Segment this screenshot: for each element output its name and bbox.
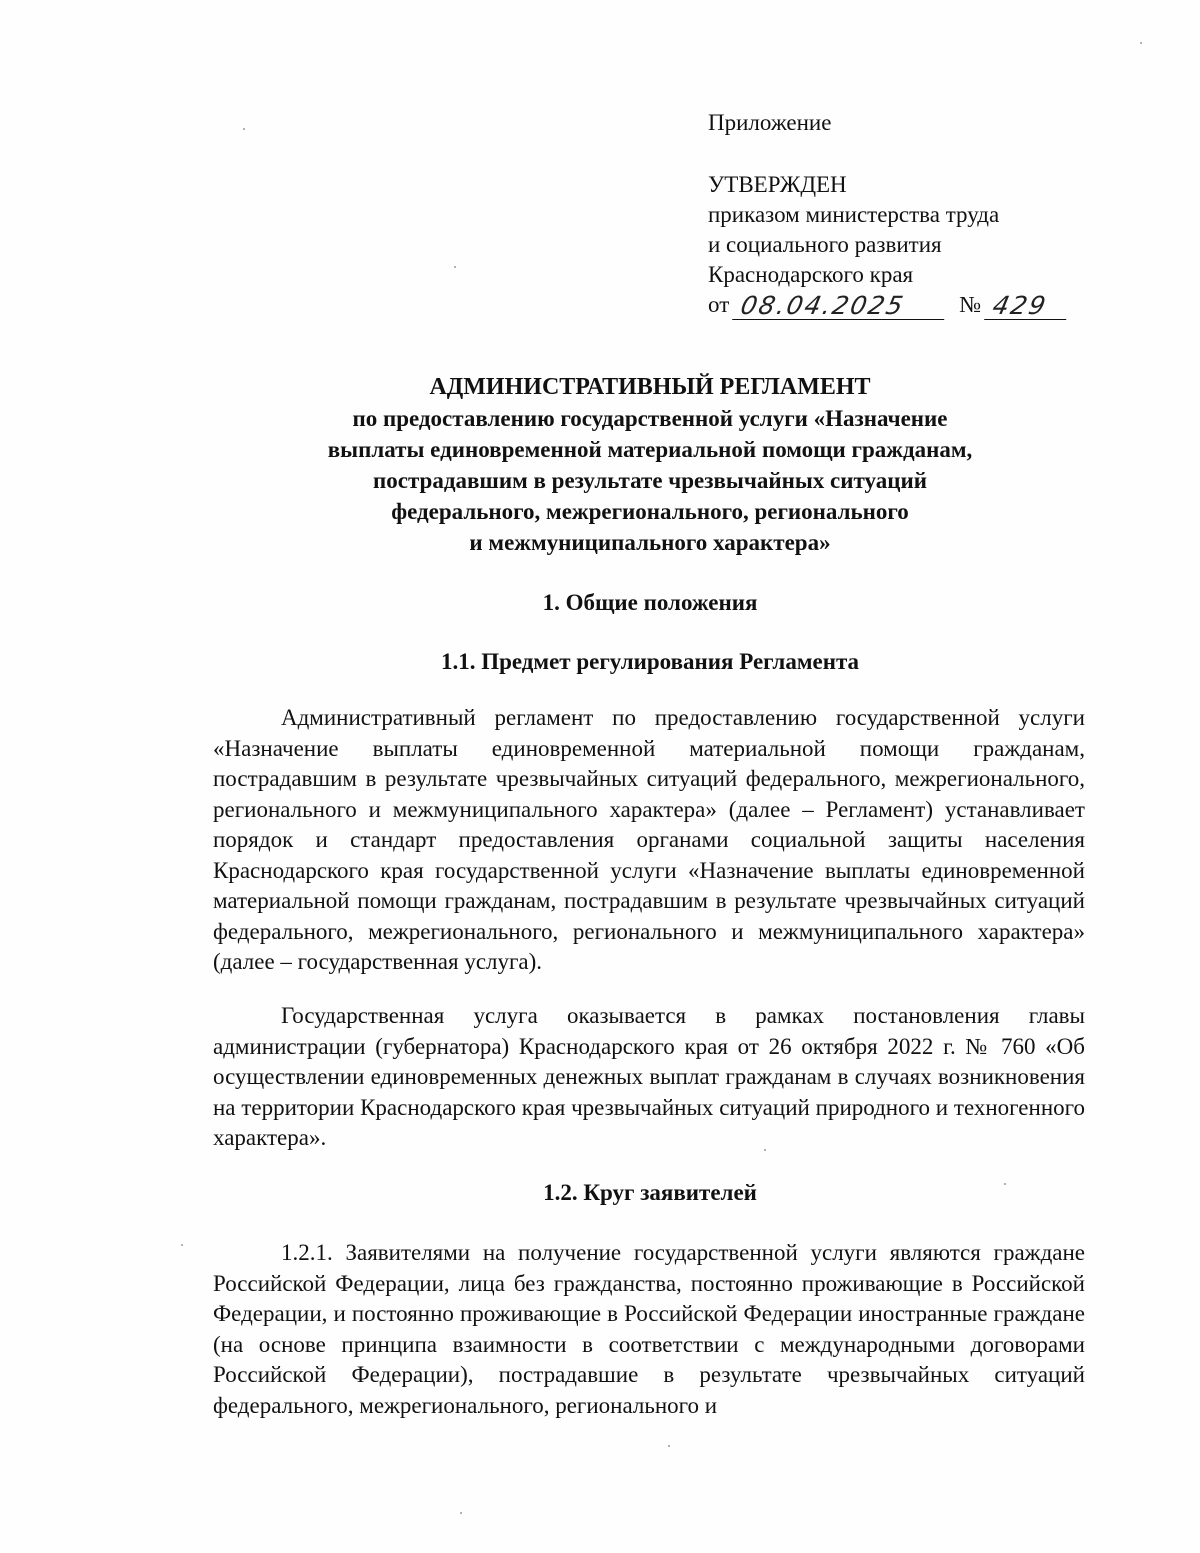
handwritten-number: 429 (984, 293, 1072, 320)
title-line-1: по предоставлению государственной услуги «Назначение (352, 406, 948, 431)
title-line-3: пострадавшим в результате чрезвычайных ситуаций (373, 468, 927, 493)
paragraph-1: Административный регламент по предоставлению государственной услуги «Назначение выплаты единовременной материальной помощи гражданам, пострадавшим в результате чрезвычайных ситуаций федерального, межрегионального, регионального и межмуниципального характера» (далее – Регламент) устанавливает порядок и стандарт предоставления органами социальной защиты населения Краснодарского края государственной услуги «Назначение выплаты единовременной материальной помощи гражданам, пострадавшим в результате чрезвычайных ситуаций федерального, межрегионального, регионального и межмуниципального характера» (далее – государственная услуга). (213, 705, 1085, 974)
scan-speck (460, 1512, 462, 1514)
handwritten-date: 08.04.2025 (732, 293, 950, 320)
paragraph-3: 1.2.1. Заявителями на получение государственной услуги являются граждане Российской Федерации, лица без гражданства, постоянно проживающие в Российской Федерации, и постоянно проживающие в Российской Федерации иностранные граждане (на основе принципа взаимности в соответствии с международными договорами Российской Федерации), пострадавшие в результате чрезвычайных ситуаций федерального, межрегионального, регионального и (213, 1240, 1085, 1418)
scan-speck (668, 1445, 670, 1447)
approval-stamp-block (708, 108, 1088, 320)
section-heading-1: 1. Общие положения (542, 590, 758, 615)
approval-line-3: Краснодарского края (708, 262, 914, 287)
approval-date-line (708, 290, 1088, 320)
title-line-4: федерального, межрегионального, регионального (391, 499, 909, 524)
number-sign: № (959, 292, 982, 317)
appendix-label: Приложение (708, 110, 832, 135)
scan-speck (454, 266, 456, 268)
section-heading-1-1: 1.1. Предмет регулирования Регламента (440, 649, 860, 674)
scan-speck (181, 1244, 183, 1246)
document-title (200, 372, 1100, 558)
scan-speck (764, 1149, 766, 1151)
scan-speck (1140, 42, 1142, 44)
approval-line-1: приказом министерства труда (708, 202, 1000, 227)
scan-speck (243, 128, 245, 130)
scan-speck (1004, 1183, 1006, 1185)
approved-label: УТВЕРЖДЕН (708, 172, 847, 197)
title-line-2: выплаты единовременной материальной помощи гражданам, (327, 437, 973, 462)
title-line-5: и межмуниципального характера» (469, 530, 831, 555)
approval-line-2: и социального развития (708, 232, 942, 257)
section-heading-1-2: 1.2. Круг заявителей (543, 1180, 757, 1205)
paragraph-2: Государственная услуга оказывается в рамках постановления главы администрации (губернатора) Краснодарского края от 26 октября 2022 г. № 760 «Об осуществлении единовременных денежных выплат гражданам в случаях возникновения на территории Краснодарского края чрезвычайных ситуаций природного и техногенного характера». (213, 1003, 1085, 1150)
from-label: от (708, 292, 730, 317)
title-main: АДМИНИСТРАТИВНЫЙ РЕГЛАМЕНТ (429, 374, 871, 400)
